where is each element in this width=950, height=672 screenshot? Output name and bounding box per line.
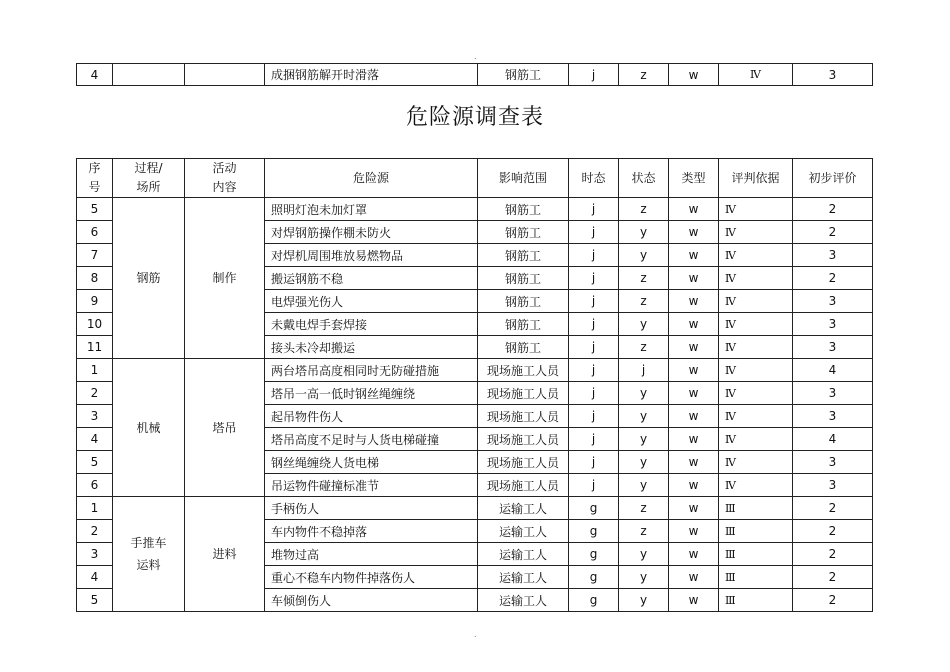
type-cell: w bbox=[669, 497, 719, 520]
tense-cell: g bbox=[569, 497, 619, 520]
seq-cell: 8 bbox=[77, 267, 113, 290]
state-cell: y bbox=[619, 589, 669, 612]
type-cell: w bbox=[669, 451, 719, 474]
scope-cell: 现场施工人员 bbox=[478, 405, 569, 428]
top-dot: . bbox=[474, 52, 477, 61]
state-cell: y bbox=[619, 474, 669, 497]
seq-cell: 3 bbox=[77, 405, 113, 428]
activity-cell: 进料 bbox=[185, 497, 265, 612]
tense-cell: j bbox=[569, 382, 619, 405]
scope-cell: 现场施工人员 bbox=[478, 359, 569, 382]
process-cell: 钢筋 bbox=[113, 198, 185, 359]
hazard-cell: 照明灯泡未加灯罩 bbox=[265, 198, 478, 221]
header-type: 类型 bbox=[669, 159, 719, 198]
rating-cell: 3 bbox=[793, 290, 873, 313]
seq-cell: 4 bbox=[77, 64, 113, 86]
state-cell: y bbox=[619, 244, 669, 267]
basis-cell: Ⅳ bbox=[719, 405, 793, 428]
rating-cell: 4 bbox=[793, 359, 873, 382]
rating-cell: 3 bbox=[793, 336, 873, 359]
state-cell: z bbox=[619, 64, 669, 86]
tense-cell: j bbox=[569, 244, 619, 267]
hazard-cell: 车倾倒伤人 bbox=[265, 589, 478, 612]
hazard-cell: 车内物件不稳掉落 bbox=[265, 520, 478, 543]
scope-cell: 钢筋工 bbox=[478, 64, 569, 86]
seq-cell: 2 bbox=[77, 382, 113, 405]
top-continuation-table bbox=[76, 63, 873, 86]
seq-cell: 5 bbox=[77, 589, 113, 612]
tense-cell: g bbox=[569, 589, 619, 612]
basis-cell: Ⅳ bbox=[719, 313, 793, 336]
basis-cell: Ⅳ bbox=[719, 451, 793, 474]
tense-cell: g bbox=[569, 543, 619, 566]
scope-cell: 运输工人 bbox=[478, 497, 569, 520]
seq-cell: 6 bbox=[77, 221, 113, 244]
rating-cell: 3 bbox=[793, 382, 873, 405]
rating-cell: 2 bbox=[793, 221, 873, 244]
scope-cell: 钢筋工 bbox=[478, 221, 569, 244]
state-cell: y bbox=[619, 451, 669, 474]
process-cell bbox=[113, 64, 185, 86]
header-basis: 评判依据 bbox=[719, 159, 793, 198]
scope-cell: 钢筋工 bbox=[478, 198, 569, 221]
basis-cell: Ⅲ bbox=[719, 589, 793, 612]
scope-cell: 现场施工人员 bbox=[478, 474, 569, 497]
type-cell: w bbox=[669, 566, 719, 589]
type-cell: w bbox=[669, 359, 719, 382]
type-cell: w bbox=[669, 474, 719, 497]
process-cell: 手推车 运料 bbox=[113, 497, 185, 612]
seq-cell: 4 bbox=[77, 566, 113, 589]
basis-cell: Ⅳ bbox=[719, 64, 793, 86]
state-cell: y bbox=[619, 566, 669, 589]
hazard-cell: 搬运钢筋不稳 bbox=[265, 267, 478, 290]
tense-cell: j bbox=[569, 198, 619, 221]
hazard-cell: 未戴电焊手套焊接 bbox=[265, 313, 478, 336]
hazard-cell: 吊运物件碰撞标准节 bbox=[265, 474, 478, 497]
state-cell: z bbox=[619, 290, 669, 313]
basis-cell: Ⅲ bbox=[719, 543, 793, 566]
state-cell: z bbox=[619, 267, 669, 290]
type-cell: w bbox=[669, 290, 719, 313]
hazard-cell: 堆物过高 bbox=[265, 543, 478, 566]
hazard-cell: 起吊物件伤人 bbox=[265, 405, 478, 428]
seq-cell: 1 bbox=[77, 359, 113, 382]
tense-cell: j bbox=[569, 267, 619, 290]
tense-cell: j bbox=[569, 359, 619, 382]
type-cell: w bbox=[669, 428, 719, 451]
state-cell: z bbox=[619, 198, 669, 221]
seq-cell: 4 bbox=[77, 428, 113, 451]
tense-cell: j bbox=[569, 405, 619, 428]
tense-cell: j bbox=[569, 451, 619, 474]
state-cell: y bbox=[619, 221, 669, 244]
rating-cell: 2 bbox=[793, 520, 873, 543]
tense-cell: j bbox=[569, 428, 619, 451]
state-cell: j bbox=[619, 359, 669, 382]
table-row bbox=[77, 359, 873, 382]
basis-cell: Ⅳ bbox=[719, 428, 793, 451]
basis-cell: Ⅳ bbox=[719, 474, 793, 497]
seq-cell: 11 bbox=[77, 336, 113, 359]
rating-cell: 3 bbox=[793, 313, 873, 336]
type-cell: w bbox=[669, 198, 719, 221]
type-cell: w bbox=[669, 313, 719, 336]
table-row bbox=[77, 64, 873, 86]
hazard-cell: 电焊强光伤人 bbox=[265, 290, 478, 313]
tense-cell: j bbox=[569, 290, 619, 313]
bottom-dot: . bbox=[474, 630, 477, 639]
scope-cell: 现场施工人员 bbox=[478, 451, 569, 474]
seq-cell: 1 bbox=[77, 497, 113, 520]
rating-cell: 4 bbox=[793, 428, 873, 451]
basis-cell: Ⅳ bbox=[719, 382, 793, 405]
hazard-cell: 成捆钢筋解开时滑落 bbox=[265, 64, 478, 86]
tense-cell: j bbox=[569, 221, 619, 244]
hazard-survey-table bbox=[76, 158, 873, 612]
scope-cell: 钢筋工 bbox=[478, 313, 569, 336]
basis-cell: Ⅳ bbox=[719, 359, 793, 382]
seq-cell: 7 bbox=[77, 244, 113, 267]
tense-cell: j bbox=[569, 64, 619, 86]
basis-cell: Ⅳ bbox=[719, 267, 793, 290]
basis-cell: Ⅲ bbox=[719, 566, 793, 589]
rating-cell: 2 bbox=[793, 543, 873, 566]
rating-cell: 2 bbox=[793, 198, 873, 221]
type-cell: w bbox=[669, 520, 719, 543]
tense-cell: j bbox=[569, 313, 619, 336]
state-cell: y bbox=[619, 543, 669, 566]
hazard-cell: 重心不稳车内物件掉落伤人 bbox=[265, 566, 478, 589]
rating-cell: 2 bbox=[793, 589, 873, 612]
scope-cell: 钢筋工 bbox=[478, 244, 569, 267]
type-cell: w bbox=[669, 267, 719, 290]
rating-cell: 2 bbox=[793, 267, 873, 290]
seq-cell: 10 bbox=[77, 313, 113, 336]
header-tense: 时态 bbox=[569, 159, 619, 198]
header-process: 过程/ 场所 bbox=[113, 159, 185, 198]
seq-cell: 9 bbox=[77, 290, 113, 313]
tense-cell: g bbox=[569, 566, 619, 589]
state-cell: y bbox=[619, 405, 669, 428]
basis-cell: Ⅲ bbox=[719, 497, 793, 520]
table-row bbox=[77, 497, 873, 520]
state-cell: z bbox=[619, 520, 669, 543]
basis-cell: Ⅳ bbox=[719, 336, 793, 359]
hazard-cell: 钢丝绳缠绕人货电梯 bbox=[265, 451, 478, 474]
header-scope: 影响范围 bbox=[478, 159, 569, 198]
scope-cell: 现场施工人员 bbox=[478, 428, 569, 451]
type-cell: w bbox=[669, 589, 719, 612]
header-seq: 序 号 bbox=[77, 159, 113, 198]
hazard-cell: 接头未冷却搬运 bbox=[265, 336, 478, 359]
seq-cell: 2 bbox=[77, 520, 113, 543]
scope-cell: 运输工人 bbox=[478, 520, 569, 543]
seq-cell: 6 bbox=[77, 474, 113, 497]
rating-cell: 3 bbox=[793, 474, 873, 497]
type-cell: w bbox=[669, 336, 719, 359]
basis-cell: Ⅳ bbox=[719, 198, 793, 221]
scope-cell: 钢筋工 bbox=[478, 336, 569, 359]
seq-cell: 3 bbox=[77, 543, 113, 566]
state-cell: z bbox=[619, 336, 669, 359]
scope-cell: 运输工人 bbox=[478, 543, 569, 566]
hazard-cell: 两台塔吊高度相同时无防碰措施 bbox=[265, 359, 478, 382]
type-cell: w bbox=[669, 64, 719, 86]
state-cell: z bbox=[619, 497, 669, 520]
hazard-cell: 塔吊一高一低时钢丝绳缠绕 bbox=[265, 382, 478, 405]
basis-cell: Ⅳ bbox=[719, 244, 793, 267]
tense-cell: j bbox=[569, 336, 619, 359]
scope-cell: 运输工人 bbox=[478, 589, 569, 612]
rating-cell: 2 bbox=[793, 497, 873, 520]
hazard-cell: 对焊机周围堆放易燃物品 bbox=[265, 244, 478, 267]
hazard-cell: 手柄伤人 bbox=[265, 497, 478, 520]
basis-cell: Ⅳ bbox=[719, 221, 793, 244]
seq-cell: 5 bbox=[77, 198, 113, 221]
scope-cell: 钢筋工 bbox=[478, 290, 569, 313]
header-rating: 初步评价 bbox=[793, 159, 873, 198]
basis-cell: Ⅳ bbox=[719, 290, 793, 313]
seq-cell: 5 bbox=[77, 451, 113, 474]
activity-cell: 塔吊 bbox=[185, 359, 265, 497]
header-hazard: 危险源 bbox=[265, 159, 478, 198]
rating-cell: 3 bbox=[793, 405, 873, 428]
type-cell: w bbox=[669, 543, 719, 566]
table-row bbox=[77, 198, 873, 221]
tense-cell: g bbox=[569, 520, 619, 543]
type-cell: w bbox=[669, 221, 719, 244]
state-cell: y bbox=[619, 382, 669, 405]
activity-cell: 制作 bbox=[185, 198, 265, 359]
hazard-cell: 塔吊高度不足时与人货电梯碰撞 bbox=[265, 428, 478, 451]
type-cell: w bbox=[669, 405, 719, 428]
scope-cell: 现场施工人员 bbox=[478, 382, 569, 405]
rating-cell: 3 bbox=[793, 244, 873, 267]
rating-cell: 3 bbox=[793, 64, 873, 86]
header-state: 状态 bbox=[619, 159, 669, 198]
header-row bbox=[77, 159, 873, 198]
hazard-cell: 对焊钢筋操作棚未防火 bbox=[265, 221, 478, 244]
state-cell: y bbox=[619, 428, 669, 451]
type-cell: w bbox=[669, 244, 719, 267]
tense-cell: j bbox=[569, 474, 619, 497]
activity-cell bbox=[185, 64, 265, 86]
page-title: 危险源调查表 bbox=[405, 105, 544, 130]
basis-cell: Ⅲ bbox=[719, 520, 793, 543]
header-activity: 活动 内容 bbox=[185, 159, 265, 198]
type-cell: w bbox=[669, 382, 719, 405]
scope-cell: 运输工人 bbox=[478, 566, 569, 589]
state-cell: y bbox=[619, 313, 669, 336]
scope-cell: 钢筋工 bbox=[478, 267, 569, 290]
process-cell: 机械 bbox=[113, 359, 185, 497]
rating-cell: 2 bbox=[793, 566, 873, 589]
rating-cell: 3 bbox=[793, 451, 873, 474]
